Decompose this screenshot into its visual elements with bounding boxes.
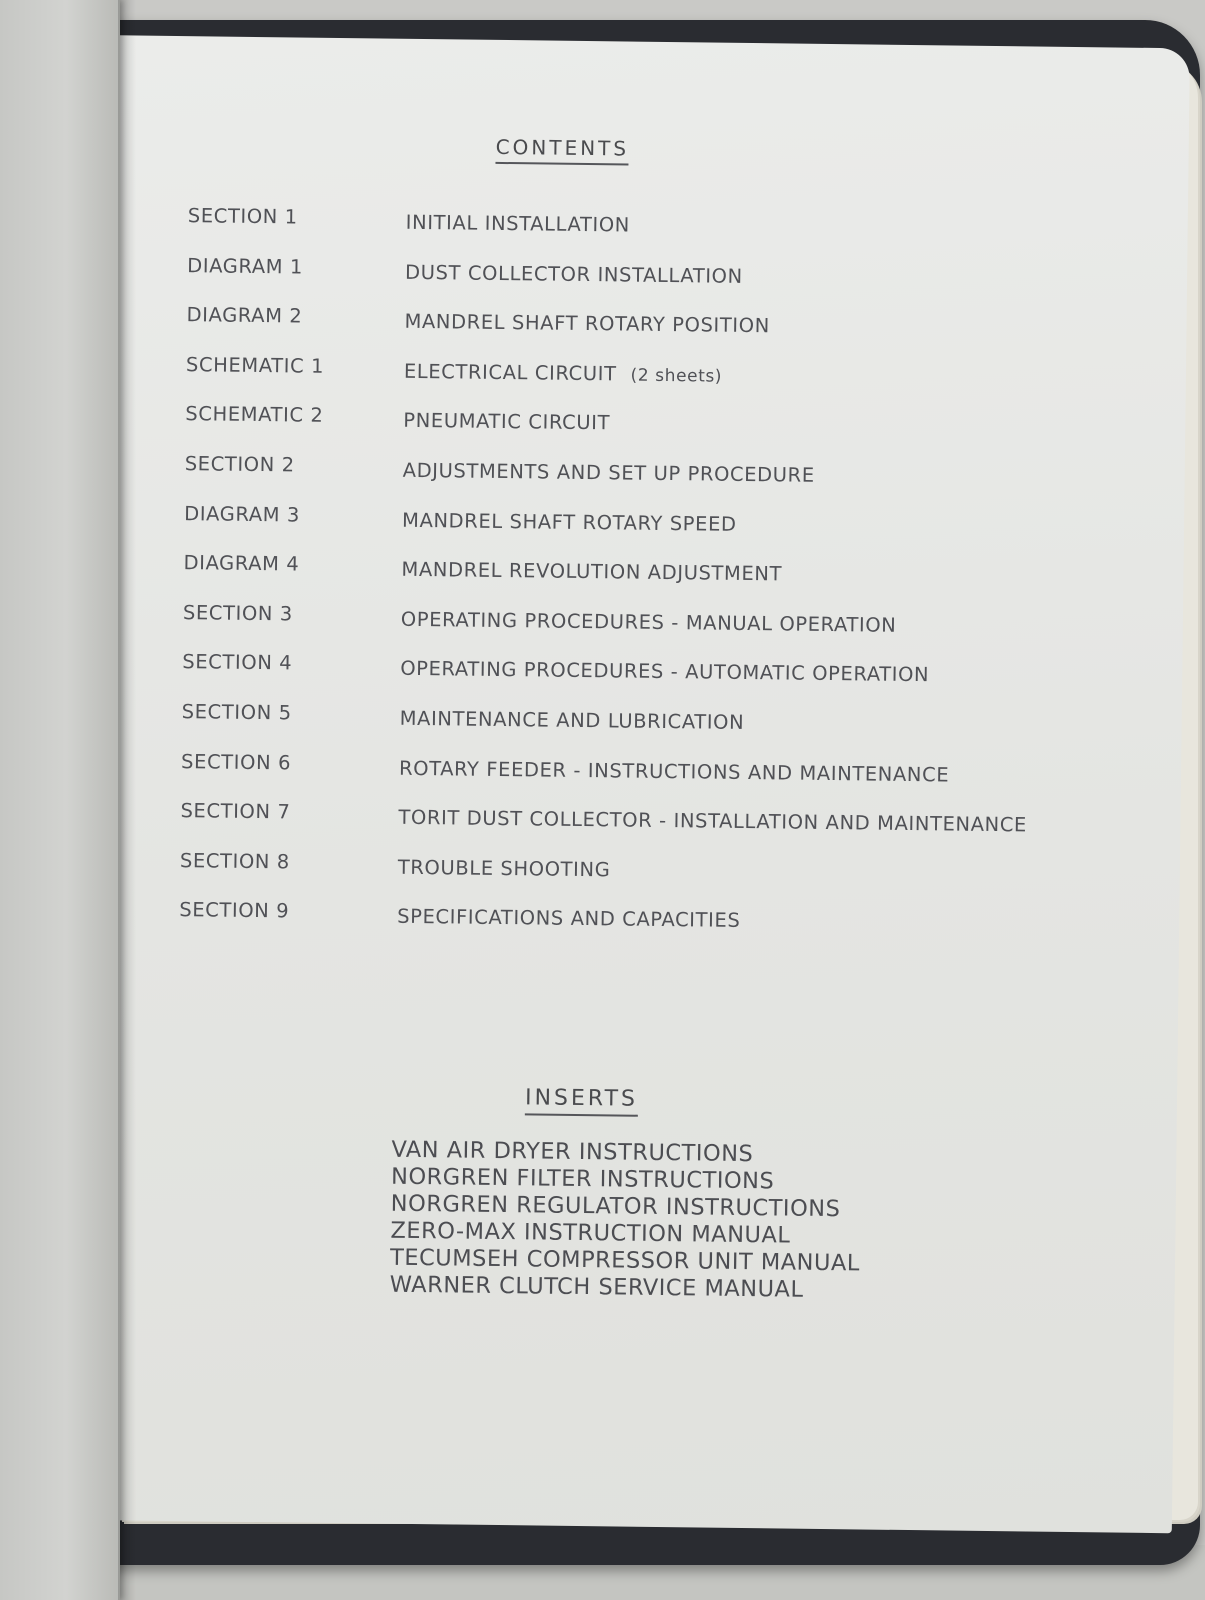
toc-title-text: OPERATING PROCEDURES - AUTOMATIC OPERATION (400, 657, 930, 687)
toc-label: SECTION 9 (179, 898, 290, 923)
toc-label: SCHEMATIC 2 (185, 402, 324, 428)
toc-title (403, 409, 610, 435)
toc-title-text: ADJUSTMENTS AND SET UP PROCEDURE (402, 458, 815, 487)
insert-item: VAN AIR DRYER INSTRUCTIONS (391, 1136, 754, 1168)
toc-title (400, 707, 745, 734)
toc-title (400, 657, 929, 686)
toc-label: SECTION 1 (187, 204, 298, 229)
toc-label: DIAGRAM 4 (183, 551, 300, 576)
insert-item: WARNER CLUTCH SERVICE MANUAL (389, 1271, 804, 1303)
table-of-contents (179, 204, 1168, 960)
toc-title-text: MAINTENANCE AND LUBRICATION (399, 706, 745, 734)
left-facing-page (0, 0, 120, 1600)
toc-label: SECTION 7 (180, 799, 291, 824)
toc-title (403, 459, 815, 487)
toc-title-text: INITIAL INSTALLATION (405, 210, 631, 237)
toc-title (398, 855, 611, 881)
toc-label: SECTION 8 (179, 848, 290, 874)
toc-title (399, 756, 949, 786)
insert-item: NORGREN REGULATOR INSTRUCTIONS (390, 1190, 841, 1223)
toc-label: SECTION 4 (182, 650, 293, 675)
insert-item: ZERO-MAX INSTRUCTION MANUAL (390, 1217, 791, 1249)
spine-shadow (118, 0, 136, 1600)
insert-item: TECUMSEH COMPRESSOR UNIT MANUAL (389, 1244, 861, 1277)
toc-row (179, 898, 1160, 960)
toc-title-text: ROTARY FEEDER - INSTRUCTIONS AND MAINTENANCE (398, 756, 950, 787)
toc-title (401, 608, 897, 637)
toc-title (398, 806, 1027, 837)
toc-title (397, 905, 740, 932)
toc-title (406, 211, 630, 237)
toc-label: DIAGRAM 1 (187, 253, 304, 279)
toc-title-text: MANDREL SHAFT ROTARY SPEED (401, 508, 737, 536)
insert-item: NORGREN FILTER INSTRUCTIONS (390, 1163, 775, 1195)
contents-heading: CONTENTS (495, 135, 629, 166)
toc-title-text: TROUBLE SHOOTING (397, 855, 611, 882)
toc-title-text: OPERATING PROCEDURES - MANUAL OPERATION (400, 607, 897, 637)
toc-title (404, 310, 770, 337)
toc-title-text: TORIT DUST COLLECTOR - INSTALLATION AND MAINTENANCE (398, 805, 1028, 837)
toc-label: SCHEMATIC 1 (185, 352, 325, 378)
toc-title-text: ELECTRICAL CIRCUIT (403, 359, 617, 386)
toc-label: SECTION 6 (180, 749, 292, 774)
toc-label: SECTION 3 (182, 600, 294, 626)
toc-title-text: SPECIFICATIONS AND CAPACITIES (397, 905, 741, 933)
toc-title (402, 508, 737, 535)
toc-title (401, 558, 782, 586)
toc-label: DIAGRAM 2 (186, 303, 303, 328)
toc-title (405, 260, 743, 287)
toc-note: (2 sheets) (630, 365, 723, 387)
contents-page (77, 35, 1190, 1533)
toc-title (404, 360, 722, 387)
toc-title-text: MANDREL REVOLUTION ADJUSTMENT (401, 557, 783, 586)
toc-label: SECTION 5 (181, 700, 292, 725)
toc-title-text: DUST COLLECTOR INSTALLATION (404, 260, 743, 288)
inserts-list (390, 1137, 862, 1305)
toc-label: DIAGRAM 3 (184, 501, 301, 527)
toc-title-text: MANDREL SHAFT ROTARY POSITION (404, 309, 770, 338)
toc-title-text: PNEUMATIC CIRCUIT (403, 409, 611, 435)
inserts-heading: INSERTS (525, 1085, 638, 1116)
toc-label: SECTION 2 (184, 452, 295, 477)
